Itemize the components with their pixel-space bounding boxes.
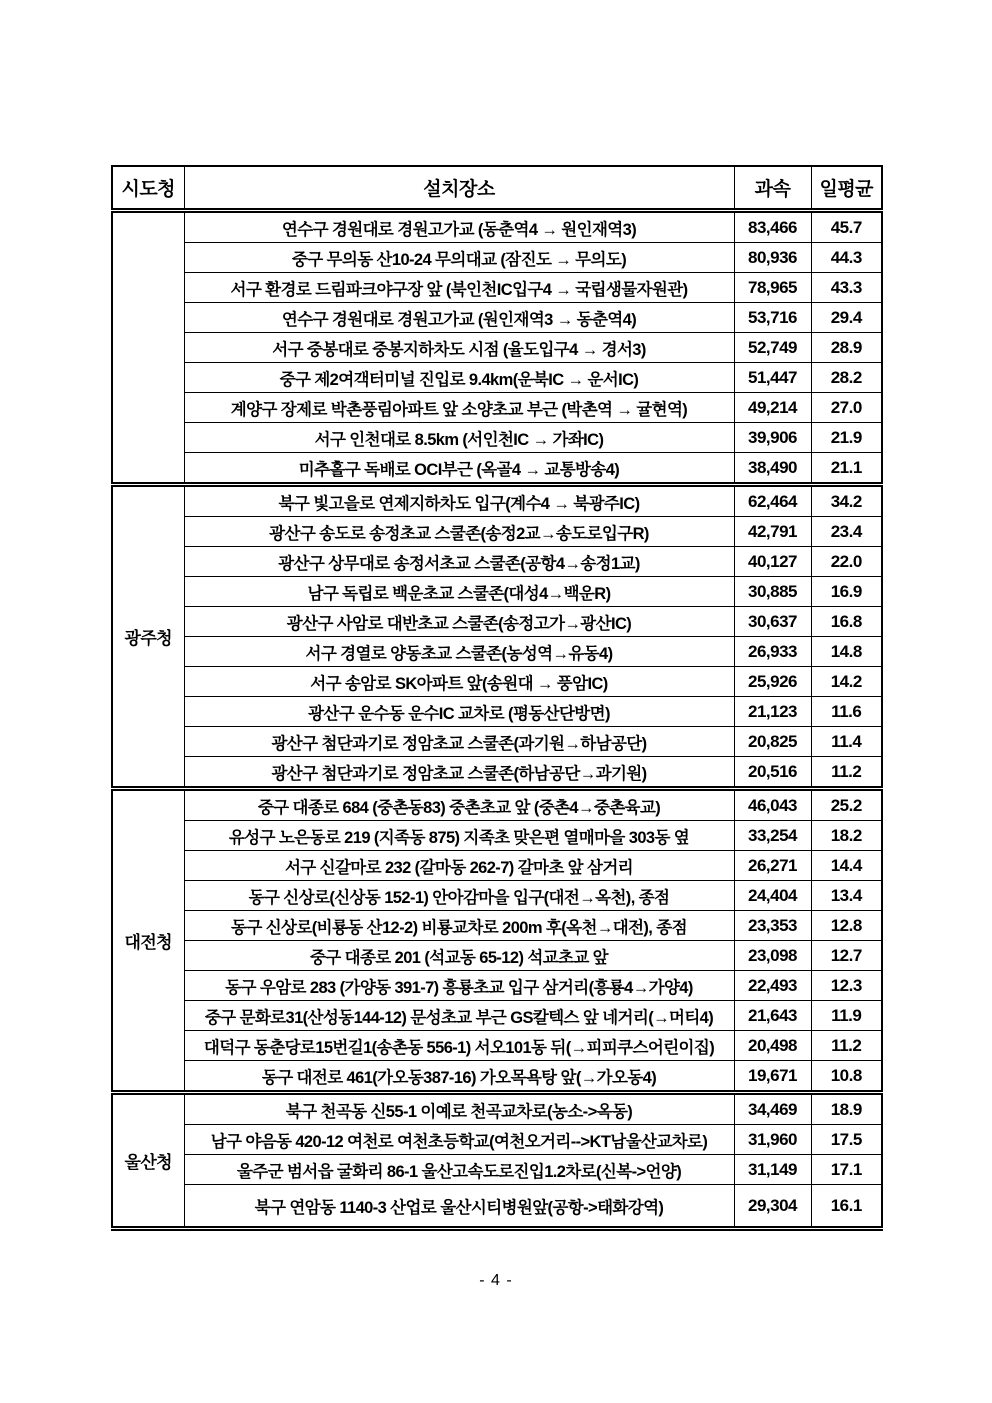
speeding-cell: 26,933	[734, 637, 811, 667]
table-row	[112, 789, 882, 821]
daily-avg-cell: 12.7	[811, 941, 882, 971]
daily-avg-cell: 11.4	[811, 727, 882, 757]
location-cell: 서구 인천대로 8.5km (서인천IC → 가좌IC)	[184, 423, 734, 453]
agency-cell	[112, 211, 184, 485]
table-row	[112, 911, 882, 941]
table-row	[112, 881, 882, 911]
table-row	[112, 697, 882, 727]
location-cell: 광산구 송도로 송정초교 스쿨존(송정2교→송도로입구R)	[184, 517, 734, 547]
daily-avg-cell: 29.4	[811, 303, 882, 333]
table-row	[112, 1001, 882, 1031]
daily-avg-cell: 18.9	[811, 1093, 882, 1125]
location-cell: 연수구 경원대로 경원고가교 (원인재역3 → 동춘역4)	[184, 303, 734, 333]
table-header-row	[112, 166, 882, 211]
header-location: 설치장소	[184, 166, 734, 211]
speeding-cell: 26,271	[734, 851, 811, 881]
table-row	[112, 393, 882, 423]
daily-avg-cell: 13.4	[811, 881, 882, 911]
table-row	[112, 577, 882, 607]
table-row	[112, 971, 882, 1001]
table-row	[112, 1031, 882, 1061]
daily-avg-cell: 21.1	[811, 453, 882, 485]
table-row	[112, 547, 882, 577]
daily-avg-cell: 11.6	[811, 697, 882, 727]
daily-avg-cell: 23.4	[811, 517, 882, 547]
speeding-cell: 80,936	[734, 243, 811, 273]
header-speeding: 과속	[734, 166, 811, 211]
speeding-cell: 30,637	[734, 607, 811, 637]
daily-avg-cell: 12.3	[811, 971, 882, 1001]
table-row	[112, 821, 882, 851]
location-cell: 서구 신갈마로 232 (갈마동 262-7) 갈마초 앞 삼거리	[184, 851, 734, 881]
table-row	[112, 303, 882, 333]
table-row	[112, 757, 882, 789]
daily-avg-cell: 34.2	[811, 485, 882, 517]
speeding-cell: 21,643	[734, 1001, 811, 1031]
agency-cell: 광주청	[112, 485, 184, 789]
location-cell: 중구 대종로 201 (석교동 65-12) 석교초교 앞	[184, 941, 734, 971]
daily-avg-cell: 28.2	[811, 363, 882, 393]
location-cell: 북구 빛고을로 연제지하차도 입구(계수4 → 북광주IC)	[184, 485, 734, 517]
location-cell: 북구 천곡동 신55-1 이예로 천곡교차로(농소->옥동)	[184, 1093, 734, 1125]
speeding-cell: 22,493	[734, 971, 811, 1001]
speeding-cell: 31,960	[734, 1125, 811, 1155]
speeding-cell: 25,926	[734, 667, 811, 697]
location-cell: 서구 중봉대로 중봉지하차도 시점 (율도입구4 → 경서3)	[184, 333, 734, 363]
speeding-cell: 23,098	[734, 941, 811, 971]
speeding-cell: 23,353	[734, 911, 811, 941]
speeding-cell: 33,254	[734, 821, 811, 851]
header-daily-average: 일평균	[811, 166, 882, 211]
table-row	[112, 243, 882, 273]
speeding-cell: 46,043	[734, 789, 811, 821]
speeding-cell: 78,965	[734, 273, 811, 303]
location-cell: 동구 신상로(신상동 152-1) 안아감마을 입구(대전→옥천), 종점	[184, 881, 734, 911]
location-cell: 동구 우암로 283 (가양동 391-7) 흥룡초교 입구 삼거리(흥룡4→가양4)	[184, 971, 734, 1001]
table-row	[112, 1093, 882, 1125]
location-cell: 대덕구 동춘당로15번길1(송촌동 556-1) 서오101동 뒤(→피피쿠스어린이집)	[184, 1031, 734, 1061]
location-cell: 중구 제2여객터미널 진입로 9.4km(운북IC → 운서IC)	[184, 363, 734, 393]
location-cell: 북구 연암동 1140-3 산업로 울산시티병원앞(공항->태화강역)	[184, 1185, 734, 1229]
location-cell: 서구 경열로 양동초교 스쿨존(농성역→유동4)	[184, 637, 734, 667]
table-row	[112, 667, 882, 697]
daily-avg-cell: 21.9	[811, 423, 882, 453]
speeding-cell: 29,304	[734, 1185, 811, 1229]
location-cell: 서구 환경로 드림파크야구장 앞 (북인천IC입구4 → 국립생물자원관)	[184, 273, 734, 303]
daily-avg-cell: 11.9	[811, 1001, 882, 1031]
speeding-cell: 19,671	[734, 1061, 811, 1093]
speeding-cell: 20,516	[734, 757, 811, 789]
table-row	[112, 333, 882, 363]
agency-cell: 대전청	[112, 789, 184, 1093]
location-cell: 남구 독립로 백운초교 스쿨존(대성4→백운R)	[184, 577, 734, 607]
table-row	[112, 211, 882, 243]
location-cell: 서구 송암로 SK아파트 앞(송원대 → 풍암IC)	[184, 667, 734, 697]
speeding-cell: 20,825	[734, 727, 811, 757]
daily-avg-cell: 16.8	[811, 607, 882, 637]
location-cell: 연수구 경원대로 경원고가교 (동춘역4 → 원인재역3)	[184, 211, 734, 243]
page-number: - 4 -	[479, 1272, 513, 1289]
speeding-cell: 62,464	[734, 485, 811, 517]
location-cell: 중구 무의동 산10-24 무의대교 (잠진도 → 무의도)	[184, 243, 734, 273]
daily-avg-cell: 22.0	[811, 547, 882, 577]
speeding-cell: 21,123	[734, 697, 811, 727]
location-cell: 미추홀구 독배로 OCI부근 (옥골4 → 교통방송4)	[184, 453, 734, 485]
speeding-cell: 51,447	[734, 363, 811, 393]
table-row	[112, 941, 882, 971]
daily-avg-cell: 10.8	[811, 1061, 882, 1093]
table-row	[112, 273, 882, 303]
table-body	[112, 211, 882, 1229]
location-cell: 광산구 첨단과기로 정암초교 스쿨존(하남공단→과기원)	[184, 757, 734, 789]
daily-avg-cell: 25.2	[811, 789, 882, 821]
table-row	[112, 607, 882, 637]
daily-avg-cell: 45.7	[811, 211, 882, 243]
speeding-cell: 52,749	[734, 333, 811, 363]
location-cell: 중구 대종로 684 (중촌동83) 중촌초교 앞 (중촌4→중촌육교)	[184, 789, 734, 821]
daily-avg-cell: 28.9	[811, 333, 882, 363]
location-cell: 계양구 장제로 박촌풍림아파트 앞 소양초교 부근 (박촌역 → 귤현역)	[184, 393, 734, 423]
speeding-cell: 53,716	[734, 303, 811, 333]
daily-avg-cell: 17.1	[811, 1155, 882, 1185]
location-cell: 광산구 사암로 대반초교 스쿨존(송정고가→광산IC)	[184, 607, 734, 637]
speeding-cell: 42,791	[734, 517, 811, 547]
speeding-cell: 83,466	[734, 211, 811, 243]
speeding-cell: 49,214	[734, 393, 811, 423]
location-cell: 광산구 첨단과기로 정암초교 스쿨존(과기원→하남공단)	[184, 727, 734, 757]
location-cell: 유성구 노은동로 219 (지족동 875) 지족초 맞은편 열매마을 303동 옆	[184, 821, 734, 851]
daily-avg-cell: 14.8	[811, 637, 882, 667]
speeding-cell: 40,127	[734, 547, 811, 577]
table-row	[112, 851, 882, 881]
location-cell: 광산구 상무대로 송정서초교 스쿨존(공항4→송정1교)	[184, 547, 734, 577]
location-cell: 광산구 운수동 운수IC 교차로 (평동산단방면)	[184, 697, 734, 727]
location-cell: 남구 야음동 420-12 여천로 여천초등학교(여천오거리-->KT남울산교차로)	[184, 1125, 734, 1155]
table-row	[112, 1185, 882, 1229]
daily-avg-cell: 17.5	[811, 1125, 882, 1155]
location-cell: 동구 대전로 461(가오동387-16) 가오목욕탕 앞(→가오동4)	[184, 1061, 734, 1093]
speeding-cell: 30,885	[734, 577, 811, 607]
table-row	[112, 727, 882, 757]
table-row	[112, 1061, 882, 1093]
table-row	[112, 363, 882, 393]
daily-avg-cell: 12.8	[811, 911, 882, 941]
table-row	[112, 1155, 882, 1185]
header-agency: 시도청	[112, 166, 184, 211]
speeding-cell: 39,906	[734, 423, 811, 453]
location-cell: 울주군 범서읍 굴화리 86-1 울산고속도로진입1.2차로(신복->언양)	[184, 1155, 734, 1185]
table-row	[112, 485, 882, 517]
daily-avg-cell: 11.2	[811, 1031, 882, 1061]
location-cell: 중구 문화로31(산성동144-12) 문성초교 부근 GS칼텍스 앞 네거리(→머티4)	[184, 1001, 734, 1031]
location-cell: 동구 신상로(비룡동 산12-2) 비룡교차로 200m 후(옥천→대전), 종점	[184, 911, 734, 941]
daily-avg-cell: 14.2	[811, 667, 882, 697]
daily-avg-cell: 44.3	[811, 243, 882, 273]
daily-avg-cell: 18.2	[811, 821, 882, 851]
daily-avg-cell: 27.0	[811, 393, 882, 423]
agency-cell: 울산청	[112, 1093, 184, 1229]
table-row	[112, 637, 882, 667]
speeding-cell: 31,149	[734, 1155, 811, 1185]
daily-avg-cell: 11.2	[811, 757, 882, 789]
table-row	[112, 1125, 882, 1155]
speed-camera-table	[111, 165, 883, 1231]
speeding-cell: 38,490	[734, 453, 811, 485]
table-row	[112, 453, 882, 485]
speeding-cell: 20,498	[734, 1031, 811, 1061]
table-row	[112, 423, 882, 453]
daily-avg-cell: 43.3	[811, 273, 882, 303]
daily-avg-cell: 16.1	[811, 1185, 882, 1229]
speeding-cell: 34,469	[734, 1093, 811, 1125]
speeding-cell: 24,404	[734, 881, 811, 911]
daily-avg-cell: 14.4	[811, 851, 882, 881]
daily-avg-cell: 16.9	[811, 577, 882, 607]
table-row	[112, 517, 882, 547]
